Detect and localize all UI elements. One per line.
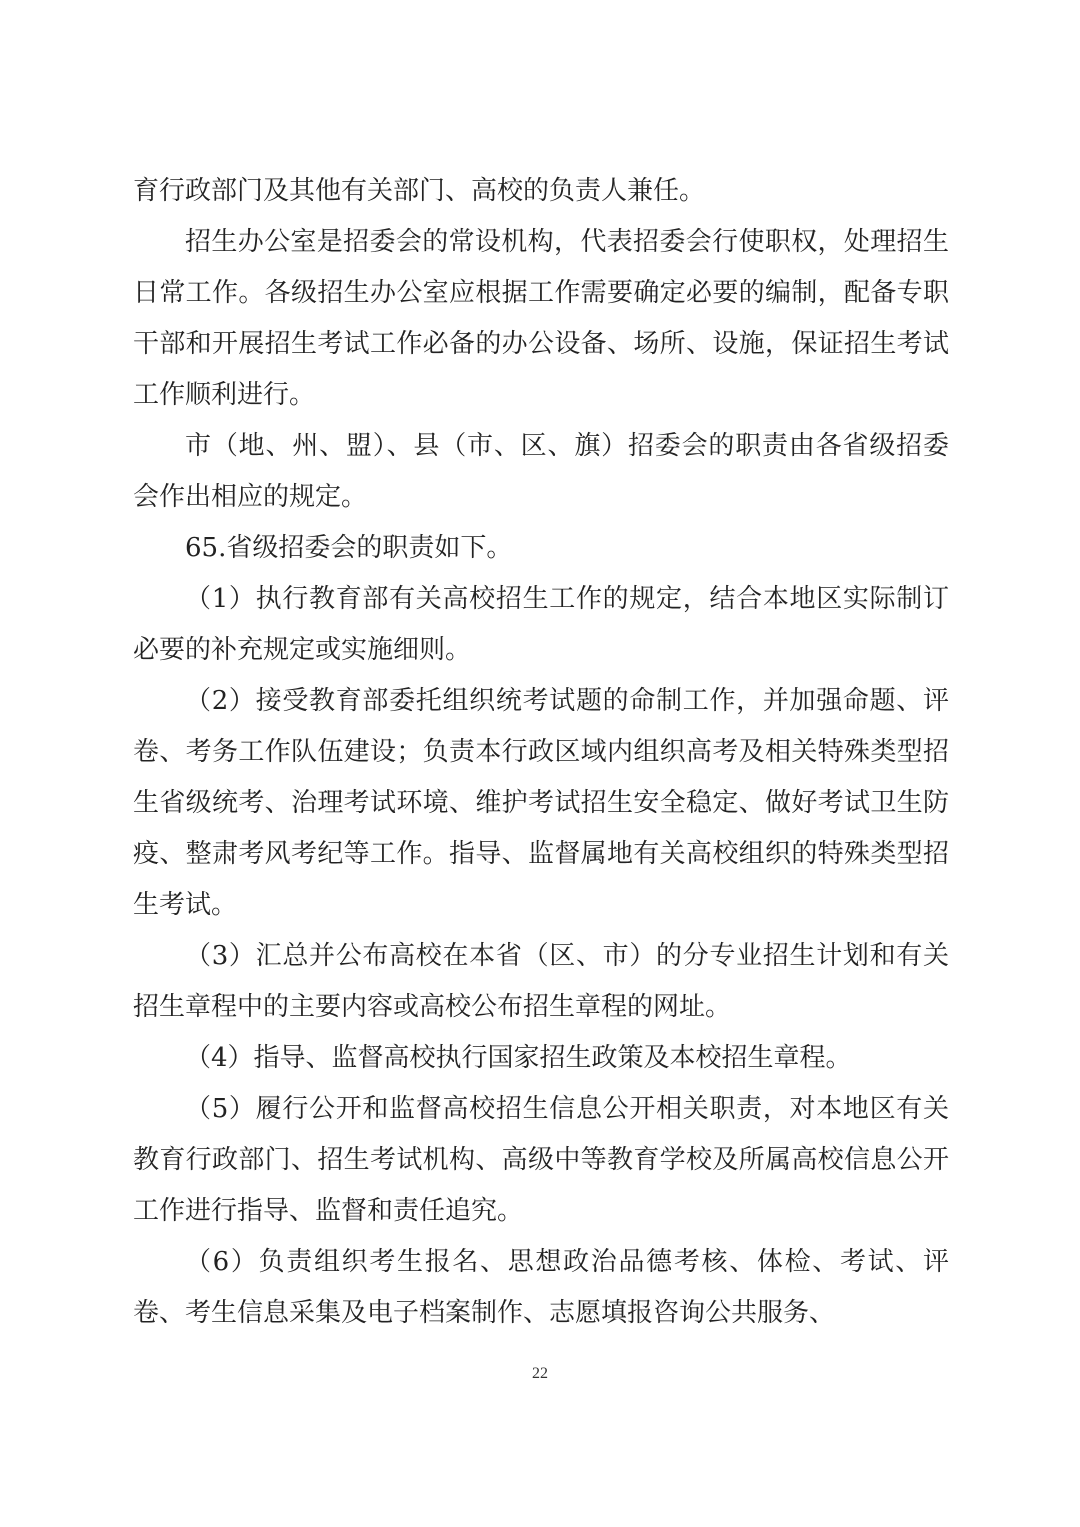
body-text (133, 166, 949, 1339)
paragraph-item-6: （6）负责组织考生报名、思想政治品德考核、体检、考试、评卷、考生信息采集及电子档案制作、志愿填报咨询公共服务、 (133, 1247, 949, 1328)
paragraph-item-4: （4）指导、监督高校执行国家招生政策及本校招生章程。 (185, 1043, 852, 1073)
paragraph-continuation: 育行政部门及其他有关部门、高校的负责人兼任。 (133, 176, 706, 206)
paragraph-office-role: 招生办公室是招委会的常设机构，代表招委会行使职权，处理招生日常工作。各级招生办公室应根据工作需要确定必要的编制，配备专职干部和开展招生考试工作必备的办公设备、场所、设施，保证招生考试工作顺利进行。 (133, 227, 949, 410)
page-number: 22 (532, 1365, 548, 1382)
paragraph-local-committees: 市（地、州、盟）、县（市、区、旗）招委会的职责由各省级招委会作出相应的规定。 (133, 431, 949, 512)
paragraph-item-5: （5）履行公开和监督高校招生信息公开相关职责，对本地区有关教育行政部门、招生考试机构、高级中等教育学校及所属高校信息公开工作进行指导、监督和责任追究。 (133, 1094, 949, 1226)
paragraph-article-65: 65.省级招委会的职责如下。 (185, 533, 513, 563)
paragraph-item-1: （1）执行教育部有关高校招生工作的规定，结合本地区实际制订必要的补充规定或实施细则。 (133, 584, 949, 665)
paragraph-item-2: （2）接受教育部委托组织统考试题的命制工作，并加强命题、评卷、考务工作队伍建设；负责本行政区域内组织高考及相关特殊类型招生省级统考、治理考试环境、维护考试招生安全稳定、做好考试卫生防疫、整肃考风考纪等工作。指导、监督属地有关高校组织的特殊类型招生考试。 (133, 686, 949, 920)
paragraph-item-3: （3）汇总并公布高校在本省（区、市）的分专业招生计划和有关招生章程中的主要内容或高校公布招生章程的网址。 (133, 941, 949, 1022)
